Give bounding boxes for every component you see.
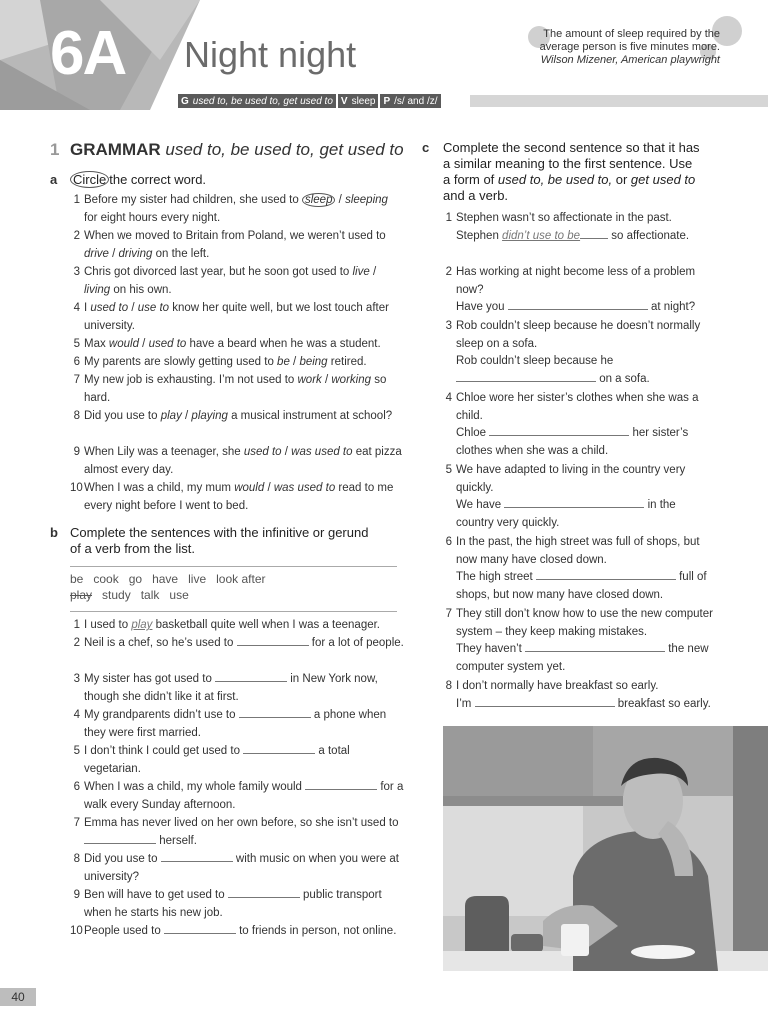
option-one: drive [84,247,109,260]
item-text: on his own. [110,283,172,296]
list-item [445,606,716,676]
item-number: 2 [445,266,452,278]
item-text: People used to [84,925,164,937]
item-text: a phone when they were first married. [84,709,387,739]
answer-line [456,641,716,676]
item-text: I used to [84,619,132,631]
quote-author: Wilson Mizener, American playwright [540,54,720,66]
list-item [73,851,404,886]
option-two: sleeping [345,194,388,206]
list-item [73,671,404,706]
list-item [73,444,404,479]
item-text: Chris got divorced last year, but he soon got used to [84,266,353,278]
item-number: 1 [445,212,452,224]
word-list-item: have [152,572,179,586]
answer-text: her sister’s clothes when she was a child. [456,427,689,457]
answer-blank [525,641,665,652]
answer-blank [504,497,644,508]
grammar-tag [178,94,336,108]
list-item [73,264,404,299]
tag-text: sleep [351,95,376,107]
option-separator: / [335,194,346,206]
list-item [73,779,404,814]
option-two: was used to [273,482,336,494]
list-item [73,635,404,653]
option-separator: / [128,302,138,314]
item-text: When we moved to Britain from Poland, we weren’t used to [84,230,386,242]
instruction-text: a form of [443,172,498,187]
quote-line: average person is five minutes more. [539,41,720,53]
instruction-italic: get used to [630,172,696,187]
item-text: My sister has got used to [84,673,216,685]
question-text: I don’t normally have breakfast so early. [456,680,659,692]
option-separator: / [289,356,300,368]
question-text: They still don’t know how to use the new computer system – they keep making mistakes. [456,608,713,638]
list-item [70,923,404,941]
answer-blank [243,743,315,754]
part-b-instruction [70,525,400,557]
option-one: used to [243,446,282,458]
option-two: being [299,356,328,368]
word-list-box [70,566,397,612]
tag-letter: P [383,95,391,107]
answer-blank [215,671,287,682]
tag-letter: V [340,95,348,107]
item-text: Did you use to [84,853,161,865]
answer-text: in the country very quickly. [456,499,676,529]
list-item [70,480,404,515]
instruction-line: and a verb. [443,188,509,203]
item-text: basketball quite well when I was a teenager. [152,619,381,631]
item-number: 9 [73,889,80,901]
quote-block [520,28,720,67]
topic-strip [178,94,443,108]
answer-text: on a sofa. [596,372,650,385]
answer-text: breakfast so early. [614,697,711,710]
item-text: to friends in person, not online. [235,925,397,937]
answer-line [456,299,716,317]
answer-text: The high street [456,571,536,583]
instruction-line: Complete the sentences with the infinitive or gerund [70,525,369,540]
item-number: 10 [70,925,83,937]
tag-letter: G [181,95,189,107]
option-one: play [160,410,182,422]
question-text: Stephen wasn’t so affectionate in the past. [456,212,672,224]
answer-text: We have [456,499,505,511]
word-list-item: be [70,572,84,586]
list-item [73,228,404,263]
pronunciation-tag [380,94,440,108]
answer-line [456,569,716,604]
answer-line [456,228,716,246]
item-number: 5 [73,745,80,757]
section-heading-italic: used to, be used to, get used to [165,140,404,159]
item-text: My parents are slowly getting used to [84,356,278,368]
item-text: eat pizza almost every day. [84,446,402,476]
item-text: for a walk every Sunday afternoon. [84,781,404,811]
list-item [73,372,404,407]
item-number: 7 [73,817,80,829]
question-text: Chloe wore her sister’s clothes when she was a child. [456,392,699,422]
item-text: know her quite well, but we lost touch after university. [84,302,389,332]
option-separator: / [264,482,274,494]
option-one: sleep [302,193,336,207]
item-text: My new job is exhausting. I’m not used to [84,374,298,386]
item-number: 5 [73,338,80,350]
word-list-item-example: play [70,588,93,602]
list-item [445,390,716,460]
list-item [445,462,716,532]
part-c-instruction [443,140,743,204]
option-one: work [297,374,322,386]
answer-text: Stephen [456,229,503,242]
answer-blank [475,696,615,707]
item-text: Neil is a chef, so he’s used to [84,637,237,649]
option-one: be [277,356,290,368]
answer-text: Have you [456,301,508,313]
instruction-line: Complete the second sentence so that it has [443,140,700,155]
item-number: 8 [445,680,452,692]
list-item [73,354,404,372]
item-number: 4 [445,392,452,404]
item-text: have a beard when he was a student. [186,338,381,350]
item-number: 8 [73,853,80,865]
item-number: 2 [73,637,80,649]
part-a-instruction [70,172,206,188]
item-text: public transport when he starts his new job. [84,889,382,919]
instruction-line: a similar meaning to the first sentence. Use [443,156,693,171]
list-item [445,678,716,713]
list-item [445,210,716,245]
answer-line [456,497,716,532]
option-separator: / [181,410,192,422]
item-number: 1 [73,194,80,206]
question-text: We have adapted to living in the country very quickly. [456,464,686,494]
item-number: 7 [73,374,80,386]
word-list-item: go [128,572,143,586]
instruction-italic: used to, be used to, [497,172,613,187]
word-list-row [70,571,397,587]
option-separator: / [138,338,149,350]
part-b-letter: b [50,525,58,540]
answer-text: so affectionate. [608,229,690,242]
word-list-item: look after [216,572,266,586]
tag-text: /s/ and /z/ [394,95,438,107]
option-two: used to [148,338,187,350]
item-text: When I was a child, my whole family would [84,781,306,793]
question-text: Rob couldn’t sleep because he doesn’t normally sleep on a sofa. [456,320,701,350]
item-text: My grandparents didn’t use to [84,709,239,721]
section-number: 1 [50,140,60,159]
section-heading-bold: GRAMMAR [70,140,161,159]
item-text: so hard. [84,374,387,404]
item-number: 4 [73,302,80,314]
list-item [73,617,404,635]
option-two: working [331,374,372,386]
item-number: 5 [445,464,452,476]
item-number: 3 [445,320,452,332]
item-number: 2 [73,230,80,242]
option-two: playing [191,410,228,422]
option-two: driving [118,247,153,260]
option-two: living [84,283,111,296]
word-list-row [70,587,397,603]
list-item [73,192,404,227]
option-separator: / [281,446,292,458]
word-list-item: study [102,588,131,602]
list-item [73,887,404,922]
item-text: Max [84,338,109,350]
item-text: in New York now, though she didn’t like it at first. [84,673,378,703]
answer-text: full of shops, but now many have closed down. [456,571,707,601]
word-list-row-rest [102,588,199,602]
answer-line [456,353,716,388]
item-number: 6 [445,536,452,548]
answer-blank [489,425,629,436]
answer-blank [580,228,608,239]
answer-text: I’m [456,697,475,710]
item-text: read to me every night before I went to bed. [84,482,394,512]
instruction-line: of a verb from the list. [70,541,195,556]
item-text: I don’t think I could get used to [84,745,244,757]
item-text: Emma has never lived on her own before, so she isn’t used to [84,817,399,829]
item-text: for eight hours every night. [84,211,221,224]
list-item [73,707,404,742]
answer-text: at night? [647,301,696,313]
option-one: live [352,266,370,278]
list-item [445,264,716,317]
option-separator: / [369,266,377,278]
quote-line: The amount of sleep required by the [543,28,720,40]
item-text: a musical instrument at school? [227,410,393,422]
item-number: 7 [445,608,452,620]
option-separator: / [321,374,332,386]
item-number: 1 [73,619,80,631]
item-number: 10 [70,482,83,494]
item-text: I [84,302,91,314]
item-text: on the left. [152,247,210,260]
item-text: a total vegetarian. [84,745,350,775]
page-title: Night night [184,34,357,75]
option-two: use to [137,302,170,314]
page-number: 40 [0,988,36,1006]
answer-line [456,425,716,460]
list-item [73,743,404,778]
example-answer: didn’t use to be [502,229,581,242]
answer-text: Rob couldn’t sleep because he [456,355,614,367]
answer-blank [508,299,648,310]
part-c-letter: c [422,140,430,155]
answer-blank [84,833,156,844]
item-text: Did you use to [84,410,161,422]
circle-word: Circle [70,171,109,188]
item-number: 6 [73,781,80,793]
item-text: Before my sister had children, she used to [84,194,302,206]
item-text: for a lot of people. [308,637,404,649]
answer-blank [456,371,596,382]
instruction-text: the correct word. [109,172,207,187]
item-number: 6 [73,356,80,368]
header-rule [470,95,768,107]
list-item [73,300,404,335]
item-text: retired. [327,356,367,368]
answer-blank [161,851,233,862]
list-item [73,408,404,426]
option-one: would [234,482,265,494]
question-text: In the past, the high street was full of shops, but now many have closed down. [456,536,700,566]
item-number: 3 [73,266,80,278]
tired-man-photo [443,726,768,971]
item-number: 9 [73,446,80,458]
question-text: Has working at night become less of a problem now? [456,266,696,296]
option-one: would [108,338,139,350]
unit-number: 6A [50,19,126,88]
list-item [445,318,716,388]
item-text: When I was a child, my mum [84,482,235,494]
option-two: was used to [291,446,353,458]
item-text: When Lily was a teenager, she [84,446,244,458]
word-list-item: cook [93,572,119,586]
item-text: herself. [156,834,197,847]
word-list-item: live [188,572,207,586]
item-text: Ben will have to get used to [84,889,228,901]
answer-blank [237,635,309,646]
option-one: used to [90,302,129,314]
tag-text: used to, be used to, get used to [192,95,333,107]
list-item [73,336,404,354]
word-list-item: talk [140,588,160,602]
item-text: with music on when you were at university? [84,853,399,883]
item-number: 8 [73,410,80,422]
list-item [73,815,404,850]
answer-line [456,696,716,714]
answer-text: the new computer system yet. [456,643,709,673]
answer-blank [536,569,676,580]
section-heading [70,140,404,160]
answer-blank [164,923,236,934]
answer-blank [239,707,311,718]
item-number: 4 [73,709,80,721]
vocabulary-tag [338,94,379,108]
item-number: 3 [73,673,80,685]
instruction-line [443,172,743,188]
example-answer: play [131,619,153,631]
list-item [445,534,716,604]
answer-blank [305,779,377,790]
part-a-letter: a [50,172,58,187]
instruction-text: or [612,172,631,187]
answer-text: Chloe [456,427,490,439]
word-list-item: use [169,588,189,602]
option-separator: / [108,247,119,260]
answer-blank [228,887,300,898]
answer-text: They haven’t [456,643,526,655]
